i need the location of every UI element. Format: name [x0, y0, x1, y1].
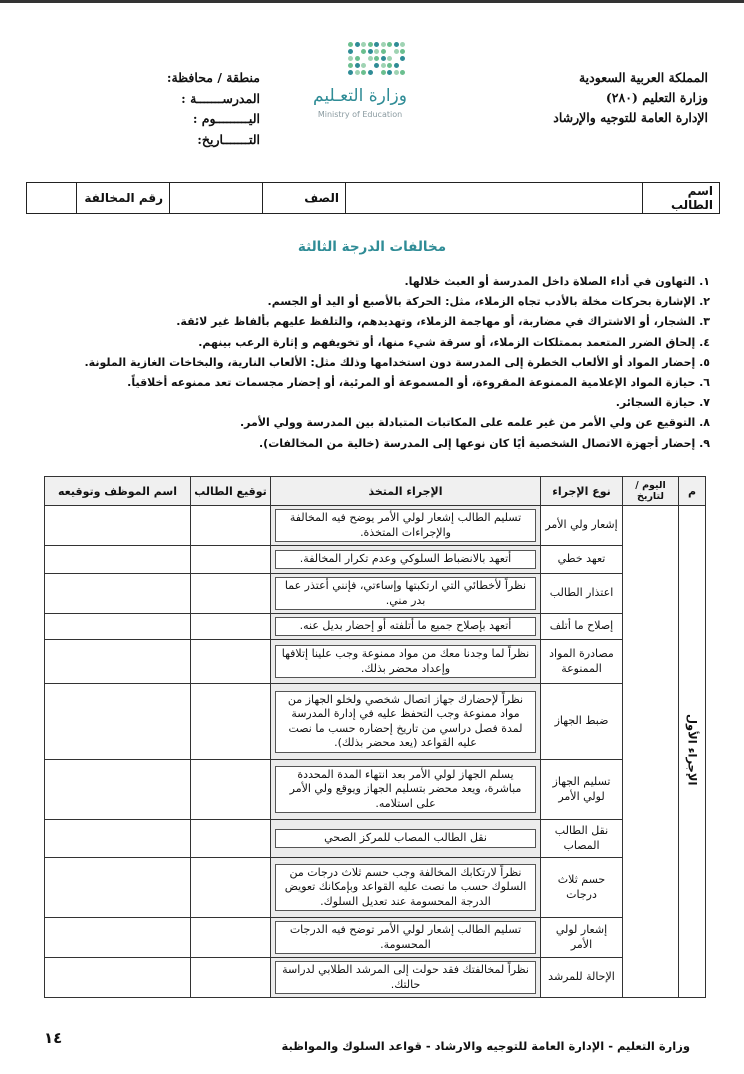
procedure-action-text: نظراً لارتكابك المخالفة وجب حسم ثلاث درجات من السلوك حسب ما نصت عليه القواعد وبإمكانك تعويض الدرجة المحسومة عند تعديل السلوك.	[275, 864, 536, 912]
violation-number-label: رقم المخالفة	[77, 183, 170, 214]
class-label: الصف	[263, 183, 346, 214]
header-line-ministry: وزارة التعليم (٢٨٠)	[605, 90, 708, 105]
procedure-action-text: تسليم الطالب إشعار لولي الأمر يوضح فيه المخالفة والإجراءات المتخذة.	[275, 509, 536, 542]
violations-list	[20, 272, 710, 454]
student-signature-field[interactable]	[191, 858, 271, 918]
header-type: نوع الإجراء	[541, 477, 623, 506]
table-row	[45, 760, 706, 820]
procedure-action-cell	[271, 918, 541, 958]
procedure-action-text: نظراً لإحضارك جهاز اتصال شخصي ولخلو الجهاز من مواد ممنوعة وجب التحفظ عليه في إدارة المدرسة لمدة فصل دراسي من تاريخ إحضاره حسب ما نصت عليه القواعد (يعد محضر بذلك).	[275, 691, 536, 753]
top-border	[0, 0, 744, 3]
procedure-action-cell	[271, 684, 541, 760]
staff-signature-field[interactable]	[45, 546, 191, 574]
procedure-action-text: نظراً لمخالفتك فقد حولت إلى المرشد الطلابي لدراسة حالتك.	[275, 961, 536, 994]
field-school-label: المدرســـــــة :	[181, 90, 260, 106]
logo-dot	[387, 56, 392, 61]
staff-signature-field[interactable]	[45, 760, 191, 820]
logo-dot	[381, 70, 386, 75]
logo-dot	[394, 63, 399, 68]
page-title: مخالفات الدرجة الثالثة	[297, 239, 447, 255]
student-signature-field[interactable]	[191, 760, 271, 820]
procedure-action-text: أتعهد بإصلاح جميع ما أتلفته أو إحضار بديل عنه.	[275, 617, 536, 636]
logo-dot	[387, 63, 392, 68]
procedure-action-text: أتعهد بالانضباط السلوكي وعدم تكرار المخالفة.	[275, 550, 536, 569]
logo-dot	[400, 42, 405, 47]
procedure-action-cell	[271, 760, 541, 820]
student-signature-field[interactable]	[191, 506, 271, 546]
procedure-type: إشعار لولي الأمر	[541, 918, 623, 958]
logo-dot	[355, 56, 360, 61]
student-signature-field[interactable]	[191, 546, 271, 574]
logo-dot	[355, 42, 360, 47]
staff-signature-field[interactable]	[45, 684, 191, 760]
ministry-logo	[300, 42, 420, 124]
procedure-type: مصادرة المواد الممنوعة	[541, 640, 623, 684]
logo-dot	[374, 42, 379, 47]
header-action: الإجراء المتخذ	[271, 477, 541, 506]
student-info-table	[26, 182, 720, 214]
procedure-type: إصلاح ما أتلف	[541, 614, 623, 640]
table-row	[45, 820, 706, 858]
violation-item: ٥. إحضار المواد أو الألعاب الخطرة إلى المدرسة دون استخدامها وذلك مثل: الألعاب النارية، والبخاخات الغازية الملونة.	[84, 355, 710, 369]
procedure-action-cell	[271, 858, 541, 918]
logo-dot	[400, 49, 405, 54]
logo-dot	[368, 56, 373, 61]
stage-cell	[679, 506, 706, 998]
class-field[interactable]	[170, 183, 263, 214]
procedure-type: حسم ثلاث درجات	[541, 858, 623, 918]
logo-dot	[381, 49, 386, 54]
table-row	[45, 574, 706, 614]
procedure-action-text: يسلم الجهاز لولي الأمر بعد انتهاء المدة المحددة مباشرة، ويعد محضر بتسليم الجهاز ويوقع ولي الأمر على استلامه.	[275, 766, 536, 814]
student-signature-field[interactable]	[191, 640, 271, 684]
logo-dot	[387, 70, 392, 75]
staff-signature-field[interactable]	[45, 574, 191, 614]
field-date-label: التـــــــاريخ:	[197, 131, 260, 147]
staff-signature-field[interactable]	[45, 918, 191, 958]
logo-dot	[374, 63, 379, 68]
field-region-label: منطقة / محافظة:	[166, 70, 260, 85]
logo-dot	[394, 42, 399, 47]
procedure-action-cell	[271, 820, 541, 858]
table-row	[45, 684, 706, 760]
procedure-action-cell	[271, 640, 541, 684]
logo-dot	[361, 49, 366, 54]
logo-dot	[394, 49, 399, 54]
violation-number-field[interactable]	[27, 183, 77, 214]
logo-dot	[400, 56, 405, 61]
table-row	[45, 640, 706, 684]
logo-dot	[381, 56, 386, 61]
logo-dot	[368, 70, 373, 75]
logo-dot	[381, 63, 386, 68]
logo-dot	[348, 49, 353, 54]
header-num: م	[679, 477, 706, 506]
table-row	[45, 858, 706, 918]
header-school-fields	[120, 68, 260, 150]
procedure-type: تعهد خطي	[541, 546, 623, 574]
student-signature-field[interactable]	[191, 684, 271, 760]
procedure-action-text: تسليم الطالب إشعار لولي الأمر توضح فيه الدرجات المحسومة.	[275, 921, 536, 954]
date-cell[interactable]	[623, 506, 679, 998]
header-ministry-block	[478, 68, 708, 128]
violation-item: ٢. الإشارة بحركات مخلة بالأدب تجاه الزملاء، مثل: الحركة بالأصبع أو اليد أو الجسم.	[267, 295, 710, 309]
logo-english-text: Ministry of Education	[317, 110, 403, 119]
table-row	[45, 506, 706, 546]
student-signature-field[interactable]	[191, 820, 271, 858]
logo-dots-icon	[348, 42, 408, 78]
student-signature-field[interactable]	[191, 918, 271, 958]
procedure-action-cell	[271, 506, 541, 546]
page-footer: وزارة التعليم - الإدارة العامة للتوجيه والارشاد - قواعد السلوك والمواظبة	[281, 1039, 690, 1053]
procedure-action-cell	[271, 614, 541, 640]
logo-dot	[348, 70, 353, 75]
student-signature-field[interactable]	[191, 614, 271, 640]
header-line-department: الإدارة العامة للتوجيه والإرشاد	[553, 110, 708, 125]
procedure-action-cell	[271, 546, 541, 574]
logo-dot	[348, 63, 353, 68]
staff-signature-field[interactable]	[45, 958, 191, 998]
header-date: اليوم / لتاريخ	[623, 477, 679, 506]
procedure-type: إشعار ولي الأمر	[541, 506, 623, 546]
violation-item: ٦. حيازة المواد الإعلامية الممنوعة المقروءة، أو المسموعة أو المرئية، أو إحضار مجسمات تعد ممنوعه أخلاقياً.	[127, 376, 710, 390]
header-student-signature: توقيع الطالب	[191, 477, 271, 506]
header-staff: اسم الموظف وتوقيعه	[45, 477, 191, 506]
procedure-type: الإحالة للمرشد	[541, 958, 623, 998]
student-name-label: اسم الطالب	[643, 183, 720, 214]
student-signature-field[interactable]	[191, 958, 271, 998]
logo-dot	[348, 42, 353, 47]
violation-item: ٩. إحضار أجهزة الاتصال الشخصية أيًا كان نوعها إلى المدرسة (خالية من المخالفات).	[259, 436, 710, 450]
procedure-action-cell	[271, 958, 541, 998]
table-row	[45, 958, 706, 998]
procedure-type: اعتذار الطالب	[541, 574, 623, 614]
header-line-kingdom: المملكة العربية السعودية	[578, 70, 708, 85]
staff-signature-field[interactable]	[45, 614, 191, 640]
logo-dot	[387, 42, 392, 47]
violation-item: ٧. حيازة السجائر.	[615, 396, 710, 410]
logo-dot	[361, 63, 366, 68]
violation-item: ٣. الشجار، أو الاشتراك في مضاربة، أو مهاجمة الزملاء، وتهديدهم، والتلفظ عليهم بألفاظ غير لائقة.	[176, 315, 710, 329]
procedure-type: نقل الطالب المصاب	[541, 820, 623, 858]
procedure-action-cell	[271, 574, 541, 614]
logo-dot	[374, 56, 379, 61]
logo-arabic-text: وزارة التعـليم	[313, 86, 407, 106]
logo-dot	[368, 42, 373, 47]
procedure-type: ضبط الجهاز	[541, 684, 623, 760]
table-row	[45, 918, 706, 958]
logo-dot	[400, 70, 405, 75]
student-name-field[interactable]	[346, 183, 643, 214]
staff-signature-field[interactable]	[45, 640, 191, 684]
procedure-action-text: نظراً لما وجدنا معك من مواد ممنوعة وجب علينا إتلافها وإعداد محضر بذلك.	[275, 645, 536, 678]
table-row	[45, 614, 706, 640]
logo-dot	[374, 49, 379, 54]
logo-dot	[368, 49, 373, 54]
procedure-action-text: نقل الطالب المصاب للمركز الصحي	[275, 829, 536, 848]
procedure-type: تسليم الجهاز لولي الأمر	[541, 760, 623, 820]
staff-signature-field[interactable]	[45, 506, 191, 546]
violation-item: ٨. التوقيع عن ولي الأمر من غير علمه على المكاتبات المتبادلة بين المدرسة وولي الأمر.	[239, 416, 710, 430]
logo-dot	[355, 70, 360, 75]
logo-dot	[361, 70, 366, 75]
field-day-label: اليـــــــــوم :	[192, 111, 260, 126]
page-number: ١٤	[44, 1029, 63, 1047]
logo-dot	[348, 56, 353, 61]
violation-item: ٤. إلحاق الضرر المتعمد بممتلكات الزملاء، أو سرقة شيء منها، أو تخويفهم و إثارة الرعب بينهم.	[198, 335, 710, 349]
procedure-action-text: نظراً لأخطائي التي ارتكبتها وإساءتي، فإنني أعتذر عما بدر مني.	[275, 577, 536, 610]
staff-signature-field[interactable]	[45, 858, 191, 918]
logo-dot	[394, 70, 399, 75]
violation-item: ١. التهاون في أداء الصلاة داخل المدرسة أو العبث خلالها.	[404, 275, 710, 288]
table-header-row	[45, 477, 706, 506]
stage-label: الإجراء الأول	[685, 713, 700, 785]
logo-dot	[355, 63, 360, 68]
student-signature-field[interactable]	[191, 574, 271, 614]
table-row	[45, 546, 706, 574]
logo-dot	[381, 42, 386, 47]
procedures-table	[44, 476, 706, 998]
staff-signature-field[interactable]	[45, 820, 191, 858]
logo-dot	[361, 42, 366, 47]
